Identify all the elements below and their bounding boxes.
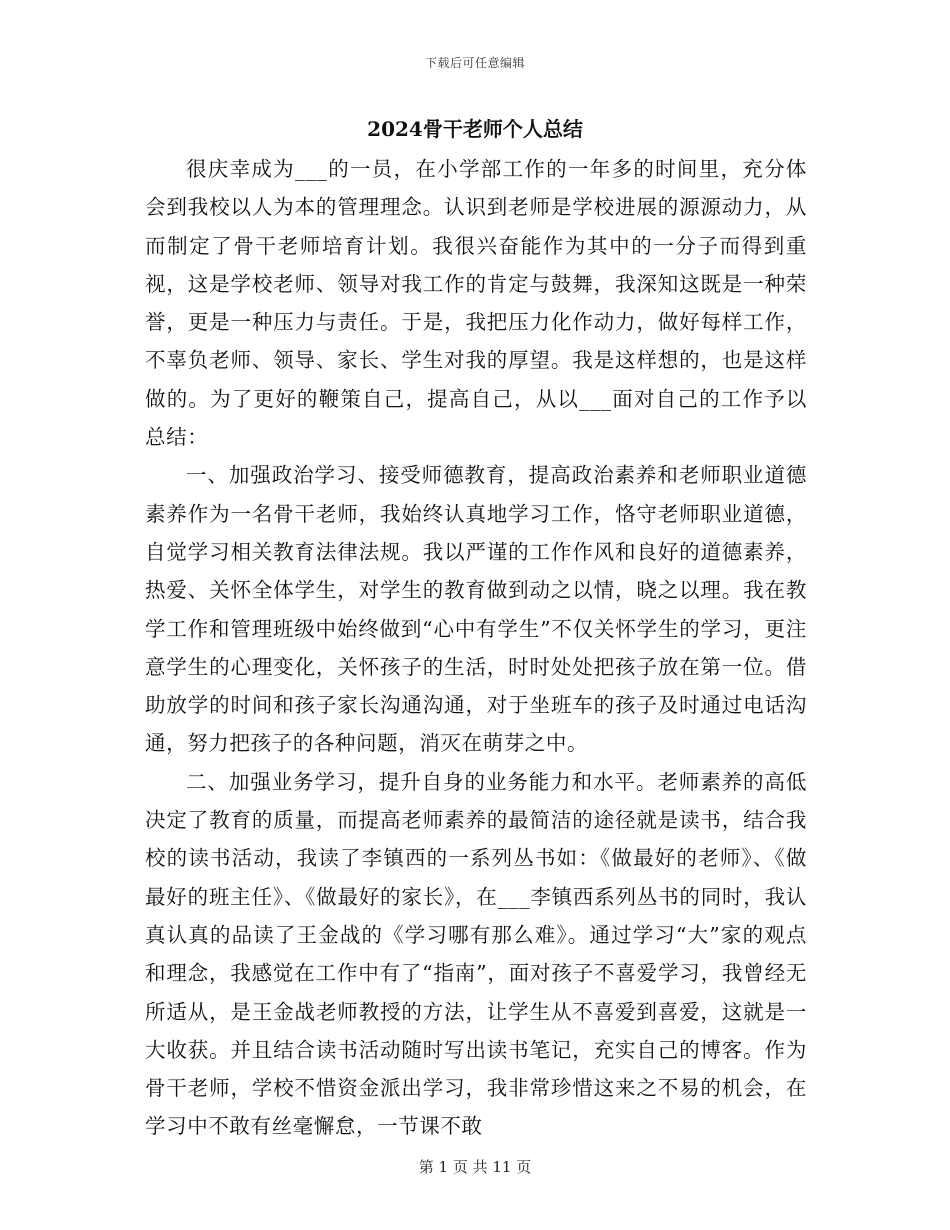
paragraph-section-two: 二、加强业务学习，提升自身的业务能力和水平。老师素养的高低决定了教育的质量，而提高老师素养的最简洁的途径就是读书，结合我校的读书活动，我读了李镇西的一系列丛书如：《做最好的老师》、《做最好的班主任》、《做最好的家长》，在___李镇西系列丛书的同时，我认真认真的品读了王金战的《学习哪有那么难》。通过学习“大”家的观点和理念，我感觉在工作中有了“指南”，面对孩子不喜爱学习，我曾经无所适从，是王金战老师教授的方法，让学生从不喜爱到喜爱，这就是一大收获。并且结合读书活动随时写出读书笔记，充实自己的博客。作为骨干老师，学校不惜资金派出学习，我非常珍惜这来之不易的机会，在学习中不敢有丝毫懈怠，一节课不敢 xyxy=(145,769,807,1139)
document-title: 2024骨干老师个人总结 xyxy=(367,117,583,141)
paragraph-intro: 很庆幸成为___的一员，在小学部工作的一年多的时间里，充分体会到我校以人为本的管理理念。认识到老师是学校进展的源源动力，从而制定了骨干老师培育计划。我很兴奋能作为其中的一分子而得到重视，这是学校老师、领导对我工作的肯定与鼓舞，我深知这既是一种荣誉，更是一种压力与责任。于是，我把压力化作动力，做好每样工作，不辜负老师、领导、家长、学生对我的厚望。我是这样想的，也是这样做的。为了更好的鞭策自己，提高自己，从以___面对自己的工作予以总结： xyxy=(145,157,807,450)
document-body xyxy=(145,150,807,1146)
page-number-footer: 第 1 页 共 11 页 xyxy=(418,1158,532,1176)
download-edit-note: 下载后可任意编辑 xyxy=(424,56,525,70)
paragraph-section-one: 一、加强政治学习、接受师德教育，提高政治素养和老师职业道德素养作为一名骨干老师，我始终认真地学习工作，恪守老师职业道德，自觉学习相关教育法律法规。我以严谨的工作作风和良好的道德素养，热爱、关怀全体学生，对学生的教育做到动之以情，晓之以理。我在教学工作和管理班级中始终做到“心中有学生”不仅关怀学生的学习，更注意学生的心理变化，关怀孩子的生活，时时处处把孩子放在第一位。借助放学的时间和孩子家长沟通沟通，对于坐班车的孩子及时通过电话沟通，努力把孩子的各种问题，消灭在萌芽之中。 xyxy=(145,463,807,756)
